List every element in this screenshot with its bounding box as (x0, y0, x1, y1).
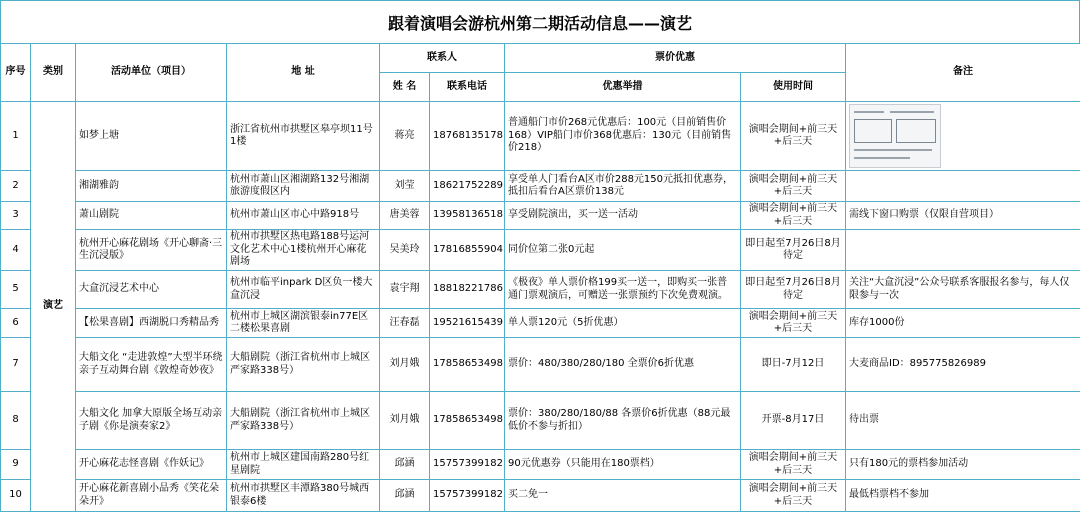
row-contact-phone: 17816855904 (430, 230, 505, 271)
category-cell: 演艺 (31, 102, 76, 512)
row-contact-phone: 17858653498 (430, 338, 505, 392)
row-address: 杭州市临平inpark D区负一楼大盒沉浸 (227, 271, 380, 309)
header-ticket: 票价优惠 (505, 44, 846, 73)
table-row (1, 102, 1080, 171)
ticket-image-thumbnail (849, 104, 941, 168)
row-address: 杭州市上城区湖滨银泰in77E区二楼松果喜剧 (227, 309, 380, 338)
row-remark: 最低档票档不参加 (846, 480, 1080, 512)
row-contact-phone: 15757399182 (430, 450, 505, 480)
row-contact-name: 吴美玲 (380, 230, 430, 271)
row-offer: 票价：480/380/280/180 全票价6折优惠 (505, 338, 741, 392)
row-contact-phone: 19521615439 (430, 309, 505, 338)
row-contact-name: 汪春磊 (380, 309, 430, 338)
row-contact-phone: 17858653498 (430, 392, 505, 450)
table-row (1, 309, 1080, 338)
row-seq: 1 (1, 102, 31, 171)
row-org: 大船文化 “走进敦煌”大型半环绕亲子互动舞台剧《敦煌奇妙夜》 (76, 338, 227, 392)
row-org: 大盒沉浸艺术中心 (76, 271, 227, 309)
row-org: 开心麻花新喜剧小品秀《笑花朵朵开》 (76, 480, 227, 512)
row-time: 开票-8月17日 (741, 392, 846, 450)
row-time: 演唱会期间+前三天+后三天 (741, 102, 846, 171)
row-address: 杭州市萧山区市心中路918号 (227, 202, 380, 230)
header-row-1 (1, 44, 1080, 73)
table-row (1, 450, 1080, 480)
row-remark (846, 171, 1080, 202)
row-org: 如梦上塘 (76, 102, 227, 171)
row-address: 杭州市萧山区湘湖路132号湘湖旅游度假区内 (227, 171, 380, 202)
row-contact-name: 刘月娥 (380, 338, 430, 392)
sheet-title: 跟着演唱会游杭州第二期活动信息——演艺 (0, 0, 1080, 43)
header-category: 类别 (31, 44, 76, 102)
row-remark: 大麦商品ID：895775826989 (846, 338, 1080, 392)
row-seq: 2 (1, 171, 31, 202)
row-offer: 享受剧院演出，买一送一活动 (505, 202, 741, 230)
row-offer: 普通船门市价268元优惠后：100元（目前销售价168）VIP船门市价368优惠后：130元（目前销售价218） (505, 102, 741, 171)
row-contact-name: 袁宇翔 (380, 271, 430, 309)
row-offer: 享受单人门看台A区市价288元150元抵扣优惠券，抵扣后看台A区票价138元 (505, 171, 741, 202)
row-seq: 4 (1, 230, 31, 271)
row-remark (846, 102, 1080, 171)
row-offer: 买二免一 (505, 480, 741, 512)
row-address: 杭州市拱墅区丰潭路380号城西银泰6楼 (227, 480, 380, 512)
row-org: 开心麻花志怪喜剧《作妖记》 (76, 450, 227, 480)
row-address: 杭州市拱墅区热电路188号运河文化艺术中心1楼杭州开心麻花剧场 (227, 230, 380, 271)
row-contact-phone: 18621752289 (430, 171, 505, 202)
header-contact: 联系人 (380, 44, 505, 73)
row-address: 杭州市上城区建国南路280号红星剧院 (227, 450, 380, 480)
row-contact-name: 刘莹 (380, 171, 430, 202)
row-contact-phone: 18768135178 (430, 102, 505, 171)
row-address: 大船剧院（浙江省杭州市上城区严家路338号） (227, 338, 380, 392)
row-time: 演唱会期间+前三天+后三天 (741, 202, 846, 230)
row-remark: 库存1000份 (846, 309, 1080, 338)
row-remark: 需线下窗口购票（仅限自营项目） (846, 202, 1080, 230)
row-seq: 3 (1, 202, 31, 230)
row-remark: 只有180元的票档参加活动 (846, 450, 1080, 480)
row-time: 演唱会期间+前三天+后三天 (741, 309, 846, 338)
row-seq: 7 (1, 338, 31, 392)
row-remark: 待出票 (846, 392, 1080, 450)
row-contact-name: 唐美蓉 (380, 202, 430, 230)
row-remark: 关注“大盒沉浸”公众号联系客服报名参与，每人仅限参与一次 (846, 271, 1080, 309)
table-row (1, 392, 1080, 450)
header-contact-name: 姓 名 (380, 73, 430, 102)
row-time: 即日起至7月26日8月待定 (741, 271, 846, 309)
header-time: 使用时间 (741, 73, 846, 102)
table-row (1, 202, 1080, 230)
row-contact-name: 邱涵 (380, 450, 430, 480)
row-seq: 9 (1, 450, 31, 480)
row-offer: 90元优惠券（只能用在180票档） (505, 450, 741, 480)
row-offer: 《极夜》单人票价格199买一送一，即购买一张普通门票观演后，可赠送一张票预约下次免费观演。 (505, 271, 741, 309)
row-contact-name: 刘月娥 (380, 392, 430, 450)
row-time: 演唱会期间+前三天+后三天 (741, 480, 846, 512)
row-remark (846, 230, 1080, 271)
activity-table (0, 43, 1080, 512)
row-org: 湘湖雅韵 (76, 171, 227, 202)
table-row (1, 230, 1080, 271)
header-contact-phone: 联系电话 (430, 73, 505, 102)
header-offer: 优惠举措 (505, 73, 741, 102)
row-contact-name: 邱涵 (380, 480, 430, 512)
row-time: 即日起至7月26日8月待定 (741, 230, 846, 271)
row-org: 萧山剧院 (76, 202, 227, 230)
row-time: 演唱会期间+前三天+后三天 (741, 450, 846, 480)
row-time: 演唱会期间+前三天+后三天 (741, 171, 846, 202)
row-offer: 同价位第二张0元起 (505, 230, 741, 271)
row-address: 浙江省杭州市拱墅区皋亭坝11号1楼 (227, 102, 380, 171)
row-time: 即日-7月12日 (741, 338, 846, 392)
row-contact-phone: 18818221786 (430, 271, 505, 309)
row-org: 杭州开心麻花剧场《开心聊斋·三生沉浸版》 (76, 230, 227, 271)
row-seq: 8 (1, 392, 31, 450)
row-seq: 6 (1, 309, 31, 338)
table-row (1, 271, 1080, 309)
header-seq: 序号 (1, 44, 31, 102)
row-seq: 5 (1, 271, 31, 309)
row-org: 大船文化 加拿大原版全场互动亲子剧《你是演奏家2》 (76, 392, 227, 450)
header-remark: 备注 (846, 44, 1080, 102)
row-org: 【松果喜剧】西湖脱口秀精品秀 (76, 309, 227, 338)
row-address: 大船剧院（浙江省杭州市上城区严家路338号） (227, 392, 380, 450)
row-contact-name: 蒋亮 (380, 102, 430, 171)
row-contact-phone: 13958136518 (430, 202, 505, 230)
table-row (1, 338, 1080, 392)
row-seq: 10 (1, 480, 31, 512)
table-row (1, 480, 1080, 512)
header-org: 活动单位（项目） (76, 44, 227, 102)
row-contact-phone: 15757399182 (430, 480, 505, 512)
row-offer: 单人票120元（5折优惠） (505, 309, 741, 338)
table-row (1, 171, 1080, 202)
header-address: 地 址 (227, 44, 380, 102)
row-offer: 票价：380/280/180/88 各票价6折优惠（88元最低价不参与折扣） (505, 392, 741, 450)
